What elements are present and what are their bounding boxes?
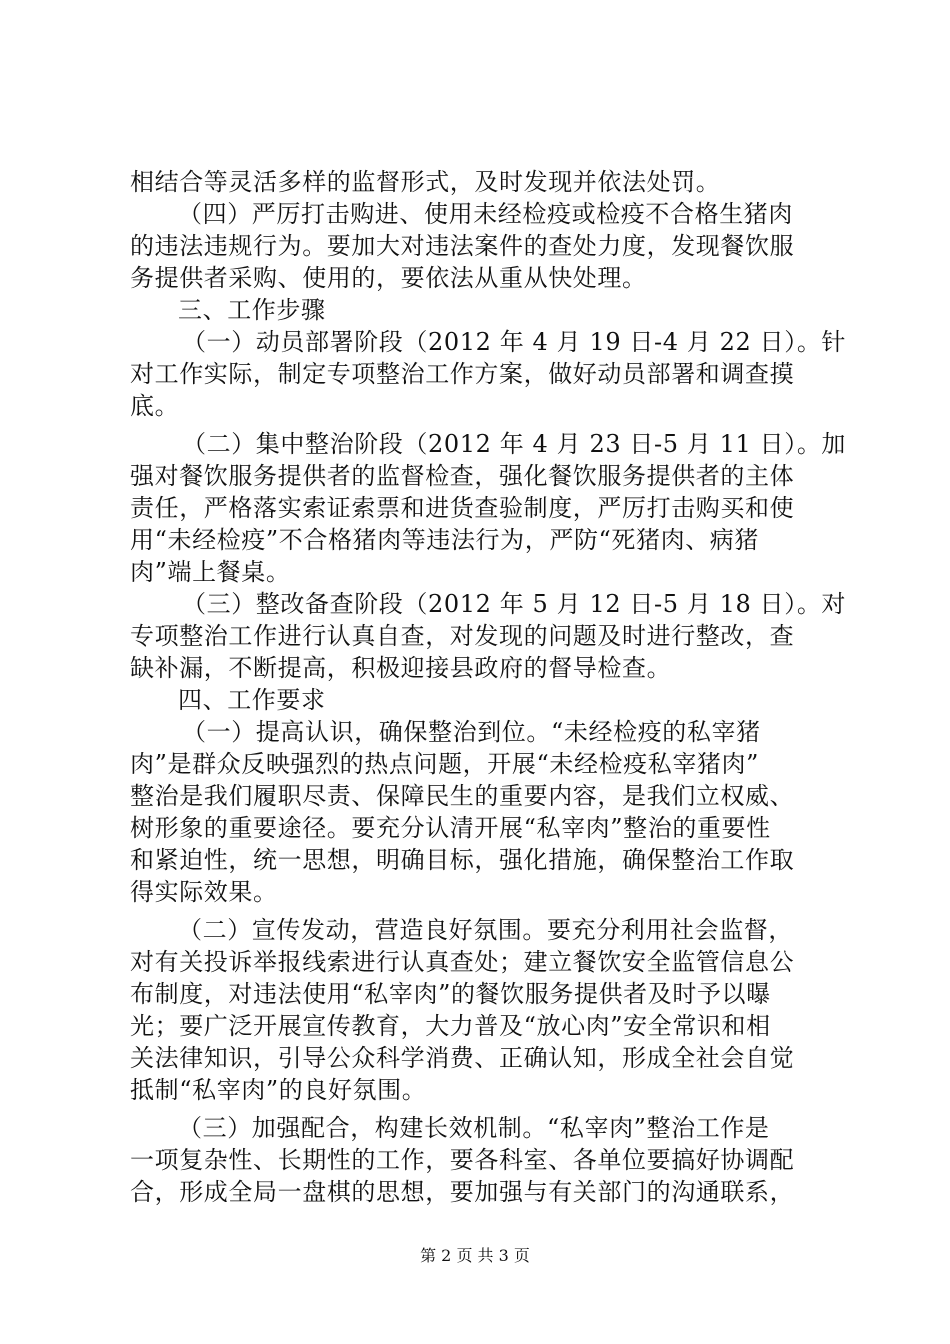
- page-footer: 第 2 页 共 3 页: [420, 1246, 530, 1265]
- text-line: 合，形成全局一盘棋的思想，要加强与有关部门的沟通联系，: [130, 1178, 795, 1206]
- text-line: 强对餐饮服务提供者的监督检查，强化餐饮服务提供者的主体: [130, 462, 795, 490]
- text-line: 得实际效果。: [130, 878, 278, 906]
- text-line: 整治是我们履职尽责、保障民生的重要内容，是我们立权威、: [130, 782, 795, 810]
- text-line: 抵制“私宰肉”的良好氛围。: [130, 1076, 427, 1104]
- text-line: （三）加强配合，构建长效机制。“私宰肉”整治工作是: [178, 1114, 770, 1142]
- text-line: 肉”端上餐桌。: [130, 558, 291, 586]
- text-line: 一项复杂性、长期性的工作，要各科室、各单位要搞好协调配: [130, 1146, 795, 1174]
- text-line: （一）提高认识，确保整治到位。“未经检疫的私宰猪: [182, 718, 761, 746]
- text-line: 相结合等灵活多样的监督形式，及时发现并依法处罚。: [130, 168, 721, 196]
- text-line: 肉”是群众反映强烈的热点问题，开展“未经检疫私宰猪肉”: [130, 750, 760, 778]
- text-line: 的违法违规行为。要加大对违法案件的查处力度，发现餐饮服: [130, 232, 795, 260]
- text-line: 布制度，对违法使用“私宰肉”的餐饮服务提供者及时予以曝: [130, 980, 771, 1008]
- text-line: （三）整改备查阶段（2012 年 5 月 12 日-5 月 18 日）。对: [182, 590, 847, 618]
- text-line: 责任，严格落实索证索票和进货查验制度，严厉打击购买和使: [130, 494, 795, 522]
- text-line: （二）宣传发动，营造良好氛围。要充分利用社会监督，: [178, 916, 793, 944]
- text-line: 关法律知识，引导公众科学消费、正确认知，形成全社会自觉: [130, 1044, 795, 1072]
- text-line: （二）集中整治阶段（2012 年 4 月 23 日-5 月 11 日）。加: [182, 430, 847, 458]
- text-line: 光；要广泛开展宣传教育，大力普及“放心肉”安全常识和相: [130, 1012, 771, 1040]
- text-line: （四）严厉打击购进、使用未经检疫或检疫不合格生猪肉: [178, 200, 793, 228]
- text-line: 务提供者采购、使用的，要依法从重从快处理。: [130, 264, 647, 292]
- text-line: 树形象的重要途径。要充分认清开展“私宰肉”整治的重要性: [130, 814, 771, 842]
- section-heading: 三、工作步骤: [178, 296, 326, 324]
- section-heading: 四、工作要求: [178, 686, 326, 714]
- text-line: 对有关投诉举报线索进行认真查处；建立餐饮安全监管信息公: [130, 948, 795, 976]
- text-line: 用“未经检疫”不合格猪肉等违法行为，严防“死猪肉、病猪: [130, 526, 760, 554]
- document-body: [130, 166, 847, 1208]
- text-line: （一）动员部署阶段（2012 年 4 月 19 日-4 月 22 日）。针: [182, 328, 847, 356]
- text-line: 和紧迫性，统一思想，明确目标，强化措施，确保整治工作取: [130, 846, 795, 874]
- text-line: 对工作实际，制定专项整治工作方案，做好动员部署和调查摸: [130, 360, 795, 388]
- text-line: 缺补漏，不断提高，积极迎接县政府的督导检查。: [130, 654, 672, 682]
- text-line: 专项整治工作进行认真自查，对发现的问题及时进行整改，查: [130, 622, 795, 650]
- text-line: 底。: [130, 392, 180, 420]
